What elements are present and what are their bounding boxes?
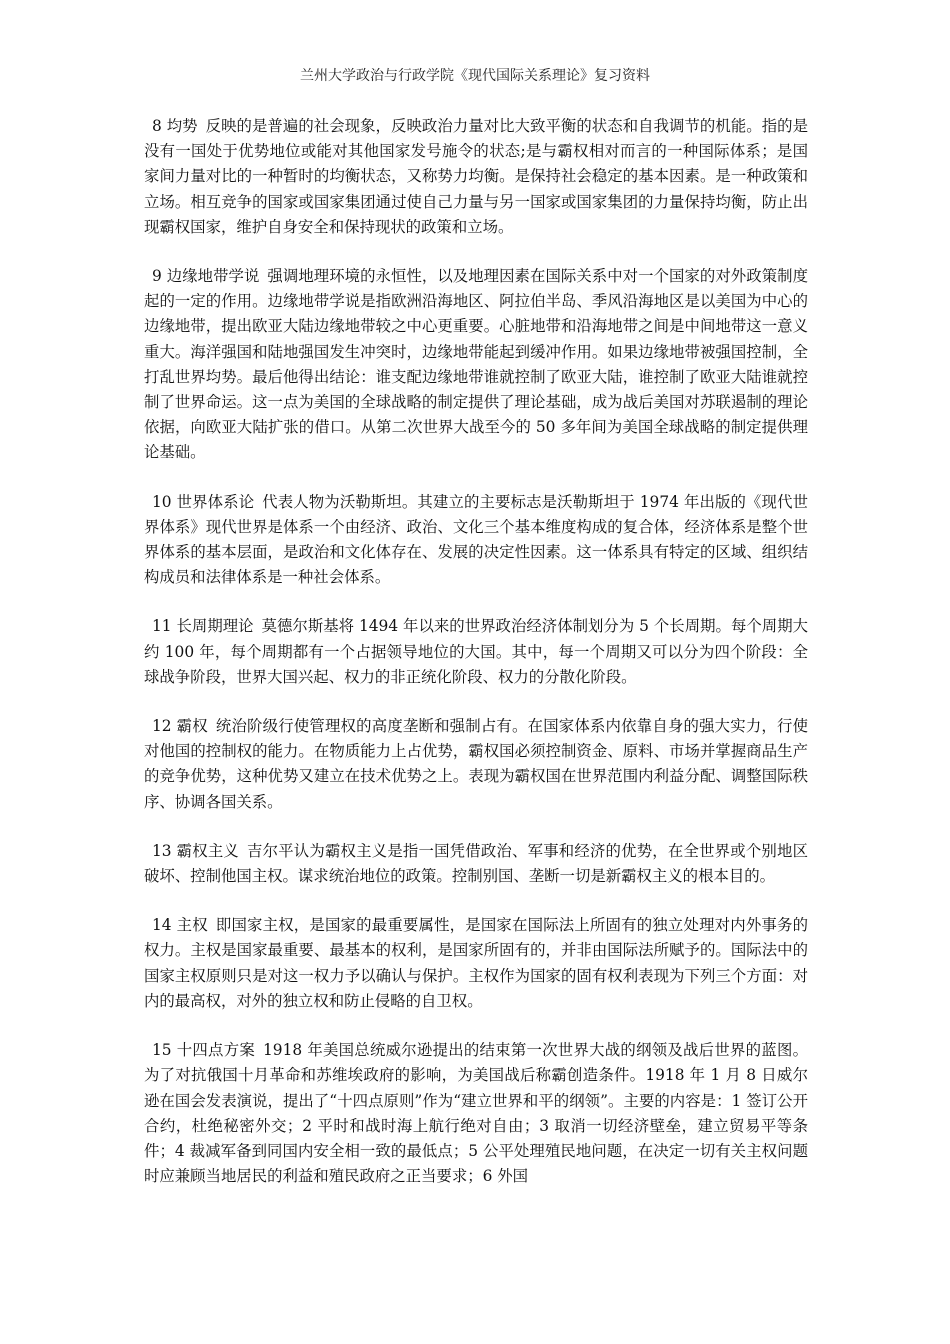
entry-text: 强调地理环境的永恒性，以及地理因素在国际关系中对一个国家的对外政策制度起的一定的作用。边缘地带学说是指欧洲沿海地区、阿拉伯半岛、季风沿海地区是以美国为中心的边缘地带，提出欧亚大陆边缘地带较之中心更重要。心脏地带和沿海地带之间是中间地带这一意义重大。海洋强国和陆地强国发生冲突时，边缘地带能起到缓冲作用。如果边缘地带被强国控制，全打乱世界均势。最后他得出结论：谁支配边缘地带谁就控制了欧亚大陆，谁控制了欧亚大陆谁就控制了世界命运。这一点为美国的全球战略的制定提供了理论基础，成为战后美国对苏联遏制的理论依据，向欧亚大陆扩张的借口。从第二次世界大战至今的 50 多年间为美国全球战略的制定提供理论基础。	[144, 267, 808, 462]
entry-fourteen-points	[144, 1038, 808, 1189]
entry-hegemonism	[144, 839, 808, 889]
entry-text: 代表人物为沃勒斯坦。其建立的主要标志是沃勒斯坦于 1974 年出版的《现代世界体系》现代世界是体系一个由经济、政治、文化三个基本维度构成的复合体，经济体系是整个世界体系的基本层面，是政治和文化体存在、发展的决定性因素。这一体系具有特定的区域、组织结构成员和法律体系是一种社会体系。	[144, 492, 808, 587]
entry-hegemony	[144, 714, 808, 815]
entry-world-systems-theory	[144, 490, 808, 591]
entry-text: 莫德尔斯基将 1494 年以来的世界政治经济体制划分为 5 个长周期。每个周期大约 100 年，每个周期都有一个占据领导地位的大国。其中，每一个周期又可以分为四个阶段：全球战争阶段，世界大国兴起、权力的非正统化阶段、权力的分散化阶段。	[144, 617, 809, 686]
entry-balance-of-power	[144, 114, 808, 240]
entry-text: 即国家主权，是国家的最重要属性，是国家在国际法上所固有的独立处理对内外事务的权力。主权是国家最重要、最基本的权利，是国家所固有的，并非由国际法所赋予的。国际法中的国家主权原则只是对这一权力予以确认与保护。主权作为国家的固有权利表现为下列三个方面：对内的最高权，对外的独立权和防止侵略的自卫权。	[144, 916, 808, 1010]
entry-term: 10 世界体系论	[152, 492, 255, 511]
entry-term: 15 十四点方案	[152, 1041, 256, 1060]
entry-text: 统治阶级行使管理权的高度垄断和强制占有。在国家体系内依靠自身的强大实力，行使对他国的控制权的能力。在物质能力上占优势，霸权国必须控制资金、原料、市场并掌握商品生产的竞争优势，这种优势又建立在技术优势之上。表现为霸权国在世界范围内利益分配、调整国际秩序、协调各国关系。	[144, 717, 808, 811]
page-header: 兰州大学政治与行政学院《现代国际关系理论》复习资料	[300, 68, 650, 84]
entry-text: 1918 年美国总统威尔逊提出的结束第一次世界大战的纲领及战后世界的蓝图。为了对抗俄国十月革命和苏维埃政府的影响，为美国战后称霸创造条件。1918 年 1 月 8 日威尔逊在国会发表演说，提出了“十四点原则”作为“建立世界和平的纲领”。主要的内容是：1 签订公开合约，杜绝秘密外交；2 平时和战时海上航行绝对自由；3 取消一切经济壁垒，建立贸易平等条件；4 裁减军备到同国内安全相一致的最低点；5 公平处理殖民地问题，在决定一切有关主权问题时应兼顾当地居民的利益和殖民政府之正当要求；6 外国	[144, 1041, 808, 1186]
entry-term: 14 主权	[152, 916, 208, 935]
entry-text: 吉尔平认为霸权主义是指一国凭借政治、军事和经济的优势，在全世界或个别地区破坏、控制他国主权。谋求统治地位的政策。控制别国、垄断一切是新霸权主义的根本目的。	[144, 841, 808, 886]
entry-term: 13 霸权主义	[152, 841, 240, 860]
entry-term: 11 长周期理论	[152, 617, 254, 636]
entry-rimland-theory	[144, 264, 808, 466]
entry-term: 9 边缘地带学说	[152, 267, 260, 286]
document-body	[144, 114, 808, 1189]
entry-long-cycle-theory	[144, 614, 808, 690]
entry-term: 12 霸权	[152, 717, 208, 736]
entry-sovereignty	[144, 913, 808, 1014]
entry-term: 8 均势	[152, 117, 198, 135]
entry-text: 反映的是普遍的社会现象，反映政治力量对比大致平衡的状态和自我调节的机能。指的是没有一国处于优势地位或能对其他国家发号施令的状态;是与霸权相对而言的一种国际体系；是国家间力量对比的一种暂时的均衡状态，又称势力均衡。是保持社会稳定的基本因素。是一种政策和立场。相互竞争的国家或国家集团通过使自己力量与另一国家或国家集团的力量保持均衡，防止出现霸权国家，维护自身安全和保持现状的政策和立场。	[144, 117, 808, 236]
